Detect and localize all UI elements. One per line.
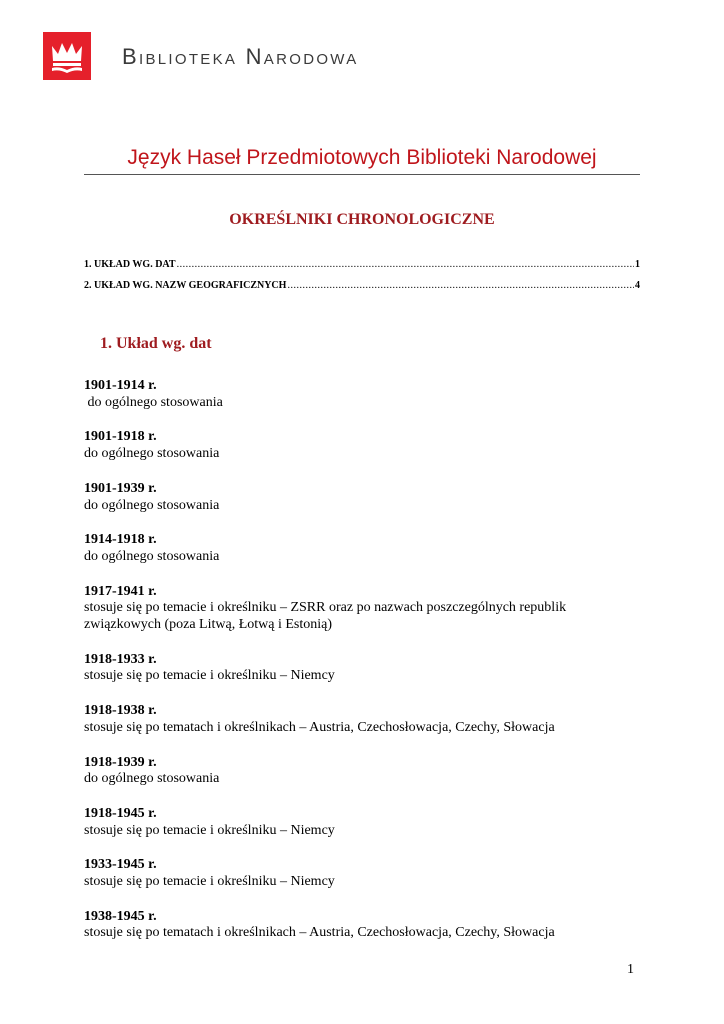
entry-description: do ogólnego stosowania — [84, 548, 220, 564]
list-item — [84, 429, 640, 462]
list-item — [84, 652, 640, 685]
toc-page: 1 — [635, 259, 640, 270]
list-item — [84, 378, 640, 411]
toc-leader — [287, 280, 634, 291]
list-item — [84, 755, 640, 788]
heading-uklad-wg-dat: 1. Układ wg. dat — [100, 335, 212, 352]
library-name: Biblioteka Narodowa — [122, 44, 359, 69]
entry-date: 1918-1939 r. — [84, 754, 157, 770]
list-item — [84, 909, 640, 942]
entry-date: 1901-1939 r. — [84, 480, 157, 496]
entry-description: do ogólnego stosowania — [84, 394, 223, 410]
page-number: 1 — [627, 962, 634, 977]
toc-page: 4 — [635, 280, 640, 291]
title-divider — [84, 174, 640, 175]
entry-date: 1914-1918 r. — [84, 532, 157, 548]
entry-date: 1918-1945 r. — [84, 805, 157, 821]
entry-date: 1938-1945 r. — [84, 908, 157, 924]
entry-date: 1918-1938 r. — [84, 703, 157, 719]
entry-description: do ogólnego stosowania — [84, 771, 220, 787]
list-item — [84, 481, 640, 514]
toc-entry[interactable] — [84, 259, 640, 270]
entry-description: stosuje się po temacie i określniku – Niemcy — [84, 668, 335, 684]
document-title: Język Haseł Przedmiotowych Biblioteki Narodowej — [127, 146, 597, 169]
entry-description: do ogólnego stosowania — [84, 446, 220, 462]
list-item — [84, 806, 640, 839]
entry-date: 1918-1933 r. — [84, 651, 157, 667]
list-item — [84, 532, 640, 565]
toc-entry[interactable] — [84, 280, 640, 291]
entry-date: 1901-1914 r. — [84, 378, 157, 393]
entry-date: 1901-1918 r. — [84, 429, 157, 445]
crown-book-icon — [43, 32, 91, 80]
entry-date: 1917-1941 r. — [84, 583, 157, 599]
list-item — [84, 703, 640, 736]
entry-description: stosuje się po temacie i określniku – Niemcy — [84, 822, 335, 838]
entry-description: stosuje się po tematach i określnikach – Austria, Czechosłowacja, Czechy, Słowacja — [84, 719, 555, 735]
toc-label: 2. UKŁAD WG. NAZW GEOGRAFICZNYCH — [84, 280, 287, 291]
entry-date: 1933-1945 r. — [84, 857, 157, 873]
list-item — [84, 857, 640, 890]
entry-description: stosuje się po temacie i określniku – Niemcy — [84, 874, 335, 890]
entry-list — [84, 378, 640, 960]
entry-description: do ogólnego stosowania — [84, 497, 220, 513]
list-item — [84, 584, 640, 634]
toc-leader — [177, 259, 634, 270]
entry-description: stosuje się po tematach i określnikach – Austria, Czechosłowacja, Czechy, Słowacja — [84, 925, 555, 941]
toc-label: 1. UKŁAD WG. DAT — [84, 259, 176, 270]
section-heading: OKREŚLNIKI CHRONOLOGICZNE — [229, 211, 495, 228]
entry-description: stosuje się po temacie i określniku – ZSRR oraz po nazwach poszczególnych republik związkowych (poza Litwą, Łotwą i Estonią) — [84, 600, 567, 633]
